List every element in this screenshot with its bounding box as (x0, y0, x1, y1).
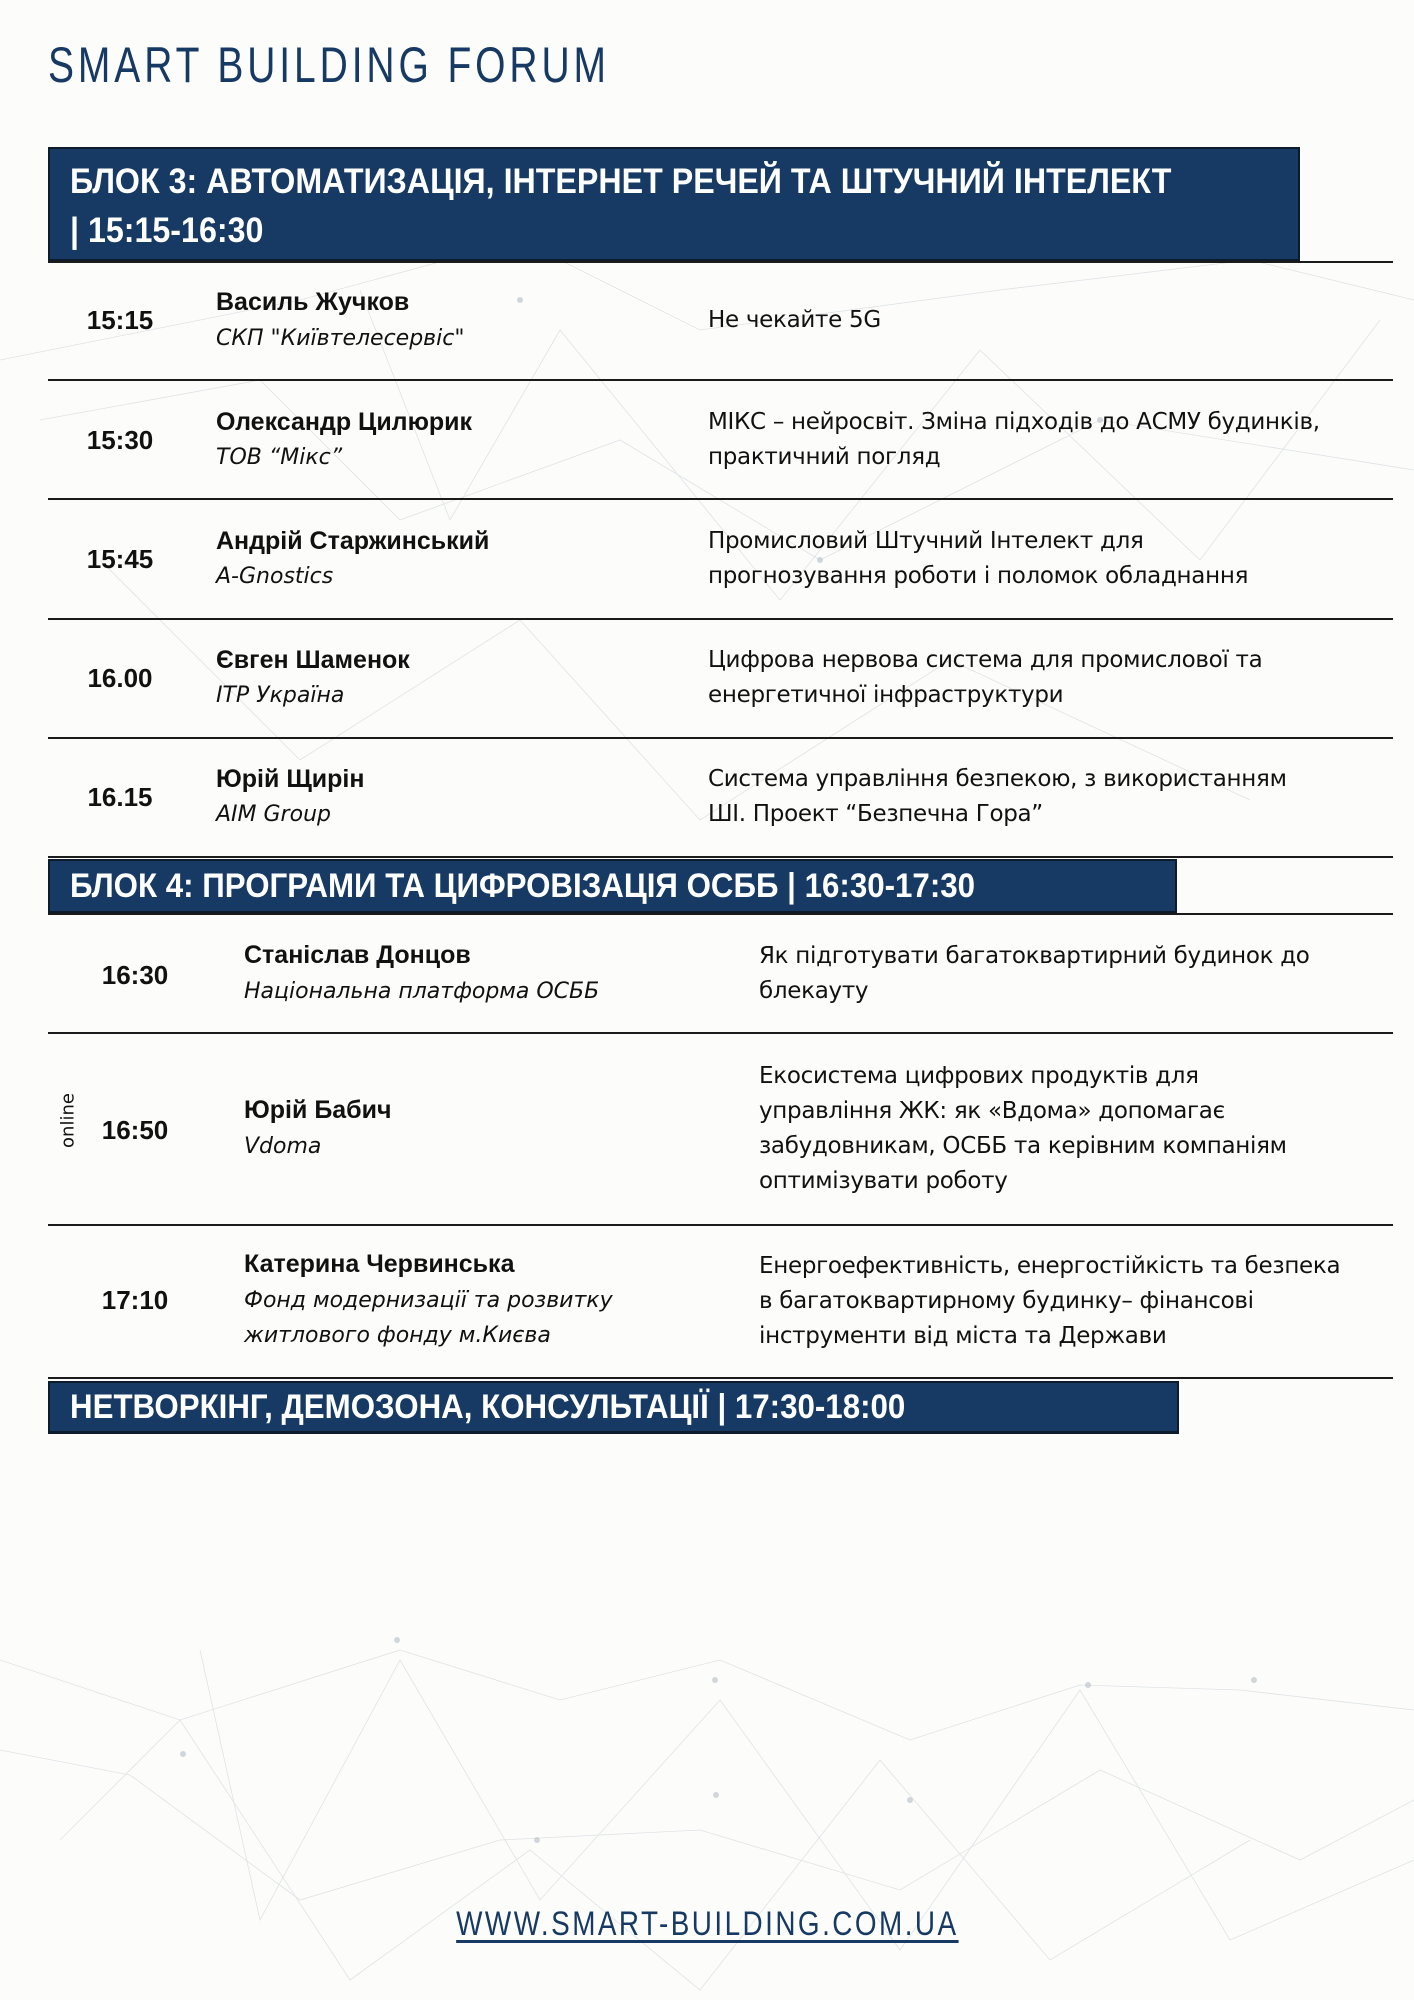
block-3-time-range: | 15:15-16:30 (70, 211, 264, 250)
speaker-org: AIM Group (216, 802, 331, 827)
talk-title: Цифрова нервова система для промислової та енергетичної інфраструктури (708, 647, 1263, 708)
divider (48, 1377, 1393, 1379)
speaker-name: Василь Жучков (216, 288, 410, 316)
divider (48, 618, 1393, 620)
session-time: 16:50 (101, 1115, 169, 1145)
speaker-name: Катерина Червинська (244, 1250, 515, 1278)
session-time: 15:45 (86, 544, 154, 574)
speaker-name: Євген Шаменок (216, 646, 410, 674)
speaker-org: Фонд модернизації та розвитку житлового фонду м.Києва (244, 1288, 613, 1348)
session-time: 16.15 (87, 782, 153, 812)
website-link[interactable]: WWW.SMART-BUILDING.COM.UA (455, 1905, 959, 1943)
site-title: SMART BUILDING FORUM (48, 37, 610, 93)
session-time: 15:15 (86, 305, 154, 335)
speaker-org: A-Gnostics (216, 564, 334, 589)
networking-title: НЕТВОРКІНГ, ДЕМОЗОНА, КОНСУЛЬТАЦІЇ | 17:30-18:00 (70, 1388, 906, 1426)
networking-banner (48, 1381, 1179, 1434)
talk-title: Енергоефективність, енергостійкість та безпека в багатоквартирному будинку– фінансові інструменти від міста та Держави (759, 1253, 1341, 1349)
divider (48, 261, 1393, 263)
divider (48, 913, 1393, 915)
talk-title: Промисловий Штучний Інтелект для прогнозування роботи і поломок обладнання (708, 528, 1249, 589)
footer (0, 1905, 1414, 1944)
divider (48, 498, 1393, 500)
speaker-org: ІТР Україна (216, 683, 345, 708)
speaker-name: Андрій Старжинський (216, 527, 490, 555)
speaker-org: ТОВ “Мікс” (216, 445, 343, 470)
speaker-org: Національна платформа ОСББ (244, 979, 600, 1004)
divider (48, 1224, 1393, 1226)
block-3-title: БЛОК 3: АВТОМАТИЗАЦІЯ, ІНТЕРНЕТ РЕЧЕЙ ТА ШТУЧНИЙ ІНТЕЛЕКТ (70, 162, 1172, 201)
speaker-name: Юрій Щирін (216, 765, 365, 793)
online-tag: online (57, 1093, 79, 1148)
talk-title: МІКС – нейросвіт. Зміна підходів до АСМУ будинків, практичний погляд (708, 409, 1320, 470)
talk-title: Як підготувати багатоквартирний будинок до блекауту (759, 943, 1310, 1004)
talk-title: Система управління безпекою, з використанням ШІ. Проект “Безпечна Гора” (708, 766, 1287, 827)
session-time: 17:10 (101, 1285, 169, 1315)
speaker-org: СКП "Київтелесервіс" (216, 326, 465, 351)
block-3-banner (48, 147, 1300, 262)
speaker-name: Олександр Цилюрик (216, 408, 473, 436)
divider (48, 856, 1393, 858)
divider (48, 737, 1393, 739)
speaker-name: Юрій Бабич (244, 1096, 392, 1124)
session-time: 16.00 (87, 663, 153, 693)
block-4-title: БЛОК 4: ПРОГРАМИ ТА ЦИФРОВІЗАЦІЯ ОСББ | 16:30-17:30 (70, 867, 976, 905)
block-4-banner (48, 859, 1177, 914)
divider (48, 379, 1393, 381)
talk-title: Не чекайте 5G (708, 307, 881, 333)
speaker-org: Vdoma (244, 1134, 322, 1159)
session-time: 16:30 (101, 960, 169, 990)
speaker-name: Станіслав Донцов (244, 941, 471, 969)
session-time: 15:30 (86, 425, 154, 455)
divider (48, 1032, 1393, 1034)
talk-title: Екосистема цифрових продуктів для управління ЖК: як «Вдома» допомагає забудовникам, ОСББ та керівним компаніям оптимізувати роботу (759, 1063, 1287, 1194)
